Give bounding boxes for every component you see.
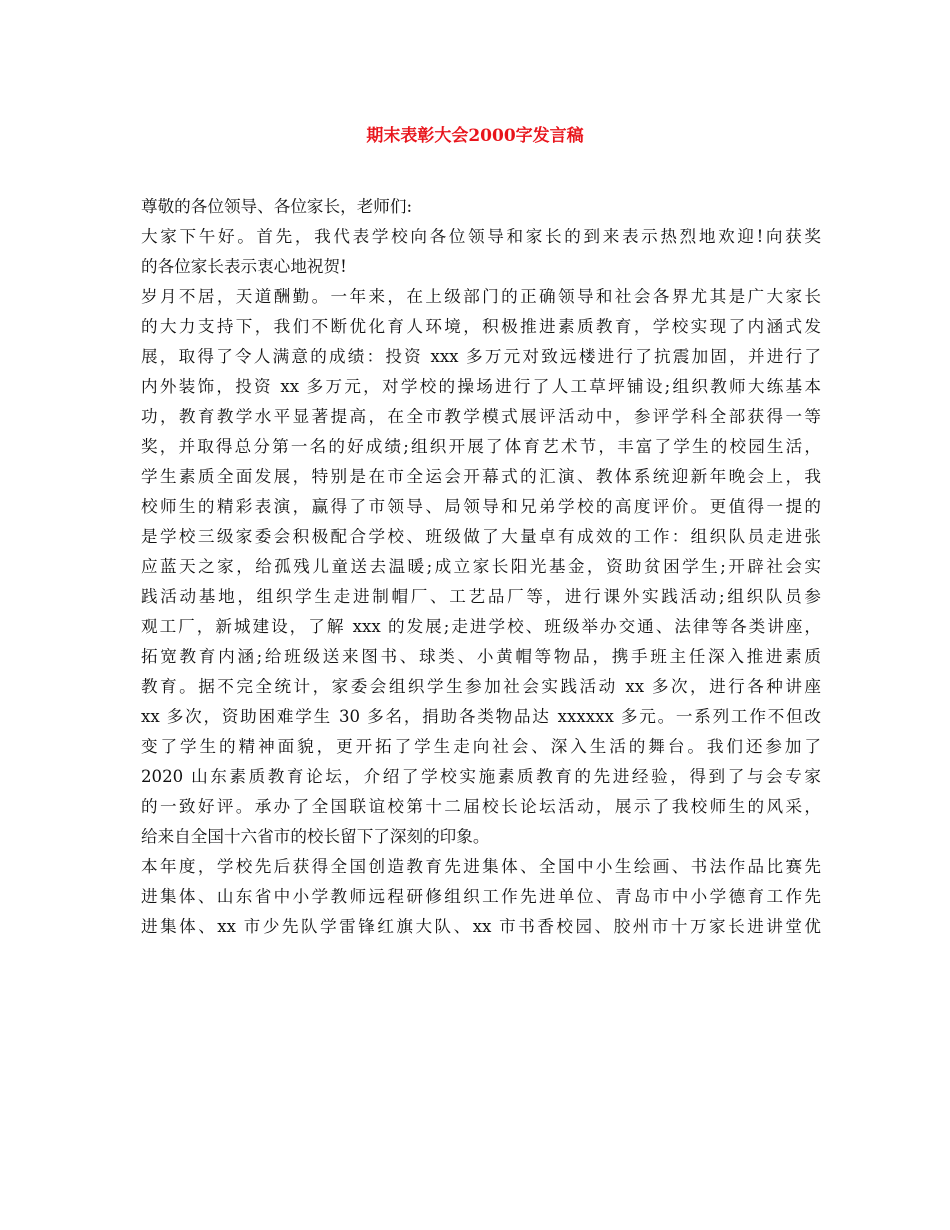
text-line: 校师生的精彩表演，赢得了市领导、局领导和兄弟学校的高度评价。更值得一提的 [141, 497, 821, 516]
text-line: 的一致好评。承办了全国联谊校第十二届校长论坛活动，展示了我校师生的风采， [141, 797, 821, 816]
text-line: 奖，并取得总分第一名的好成绩;组织开展了体育艺术节，丰富了学生的校园生活， [141, 437, 821, 456]
text-line: 的各位家长表示衷心地祝贺! [141, 257, 347, 276]
text-line: 学生素质全面发展，特别是在市全运会开幕式的汇演、教体系统迎新年晚会上，我 [141, 467, 821, 486]
text-line: 尊敬的各位领导、各位家长，老师们: [141, 197, 413, 216]
text-line: 展，取得了令人满意的成绩：投资 xxx 多万元对致远楼进行了抗震加固，并进行了 [141, 347, 821, 366]
text-line: 应蓝天之家，给孤残儿童送去温暖;成立家长阳光基金，资助贫困学生;开辟社会实 [141, 557, 821, 576]
text-line: 教育。据不完全统计，家委会组织学生参加社会实践活动 xx 多次，进行各种讲座 [141, 677, 821, 696]
text-line: xx 多次，资助困难学生 30 多名，捐助各类物品达 xxxxxx 多元。一系列工作不但改 [141, 707, 821, 726]
text-line: 内外装饰，投资 xx 多万元，对学校的操场进行了人工草坪铺设;组织教师大练基本 [141, 377, 821, 396]
document-body [141, 192, 821, 942]
text-line: 观工厂，新城建设，了解 xxx 的发展;走进学校、班级举办交通、法律等各类讲座， [141, 617, 821, 636]
document-title: 期末表彰大会2000字发言稿 [366, 126, 584, 146]
text-line: 给来自全国十六省市的校长留下了深刻的印象。 [141, 827, 490, 846]
text-line: 践活动基地，组织学生走进制帽厂、工艺品厂等，进行课外实践活动;组织队员参 [141, 587, 821, 606]
text-line: 进集体、xx 市少先队学雷锋红旗大队、xx 市书香校园、胶州市十万家长进讲堂优 [141, 917, 821, 936]
text-line: 拓宽教育内涵;给班级送来图书、球类、小黄帽等物品，携手班主任深入推进素质 [141, 647, 821, 666]
text-line: 是学校三级家委会积极配合学校、班级做了大量卓有成效的工作：组织队员走进张 [141, 527, 821, 546]
text-line: 功，教育教学水平显著提高，在全市教学模式展评活动中，参评学科全部获得一等 [141, 407, 821, 426]
text-line: 大家下午好。首先，我代表学校向各位领导和家长的到来表示热烈地欢迎!向获奖 [141, 227, 821, 246]
text-line: 岁月不居，天道酬勤。一年来，在上级部门的正确领导和社会各界尤其是广大家长 [141, 287, 821, 306]
text-line: 的大力支持下，我们不断优化育人环境，积极推进素质教育，学校实现了内涵式发 [141, 317, 821, 336]
text-line: 本年度，学校先后获得全国创造教育先进集体、全国中小生绘画、书法作品比赛先 [141, 857, 821, 876]
text-line: 2020 山东素质教育论坛，介绍了学校实施素质教育的先进经验，得到了与会专家 [141, 767, 821, 786]
text-line: 进集体、山东省中小学教师远程研修组织工作先进单位、青岛市中小学德育工作先 [141, 887, 821, 906]
text-line: 变了学生的精神面貌，更开拓了学生走向社会、深入生活的舞台。我们还参加了 [141, 737, 821, 756]
